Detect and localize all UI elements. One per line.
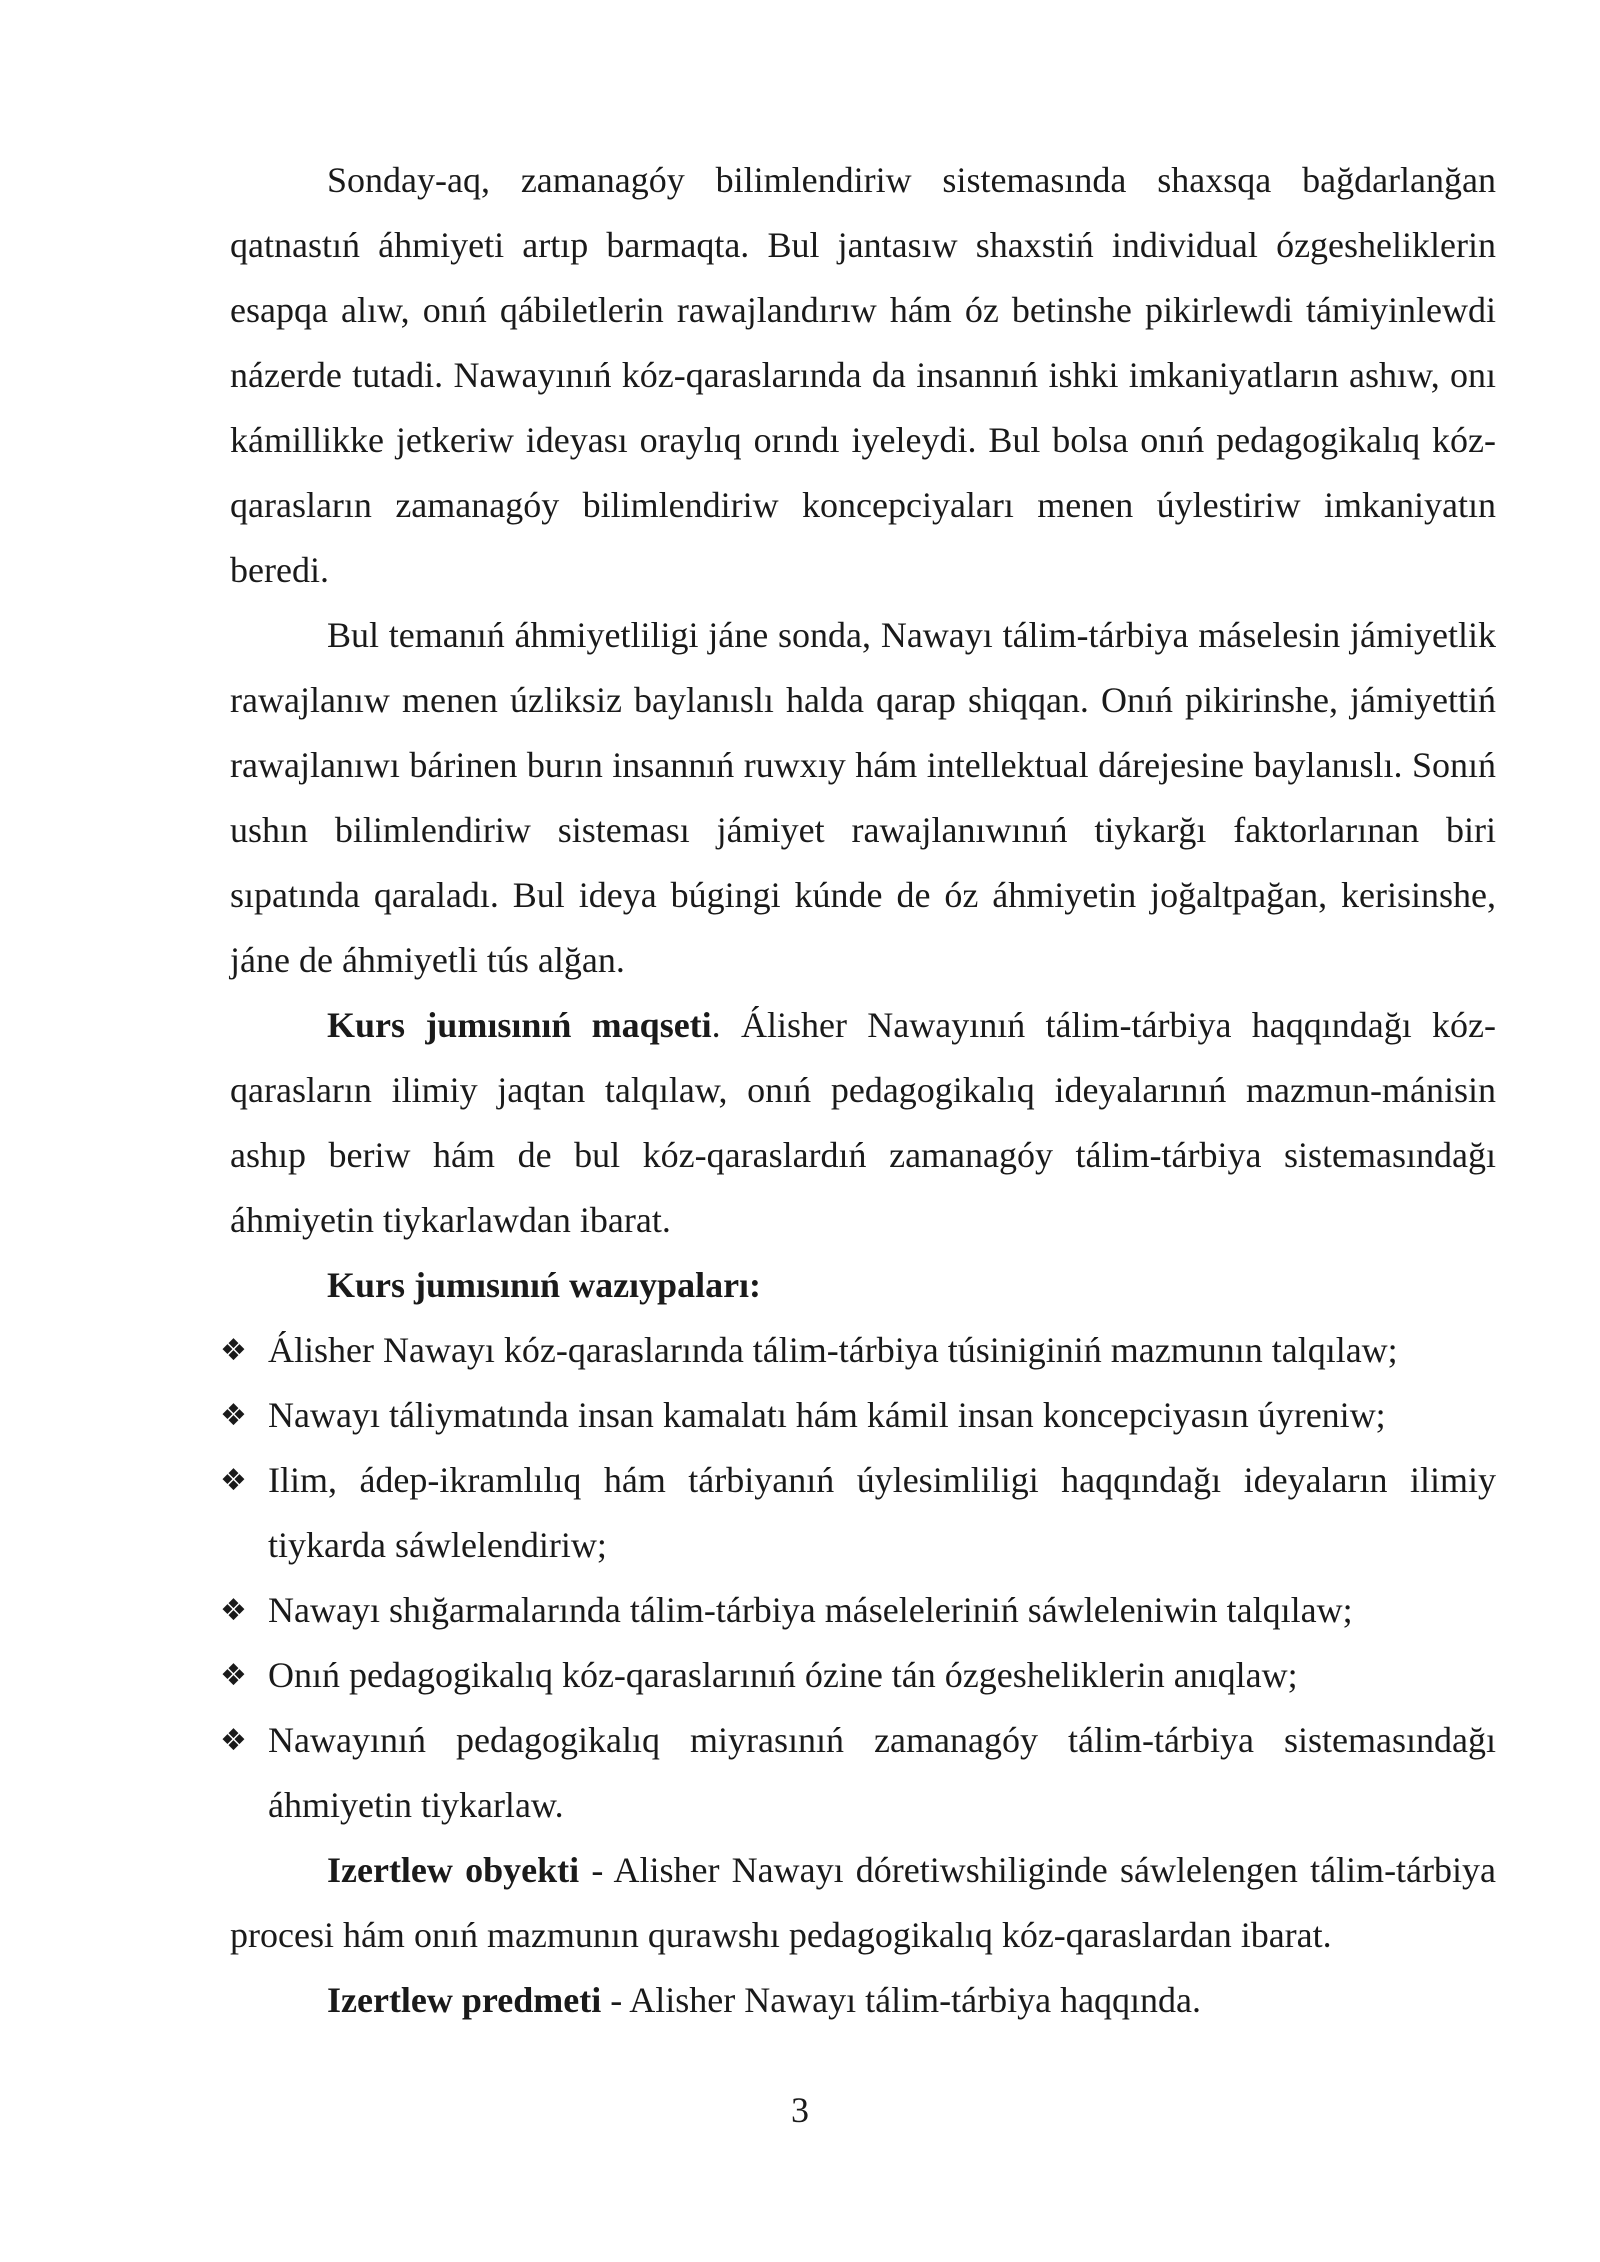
tasks-list (220, 1318, 1496, 1838)
diamond-bullet-icon: ❖ (220, 1658, 247, 1693)
list-item-text: Nawayı shığarmalarında tálim-tárbiya máseleleriniń sáwleleniwin talqılaw; (268, 1590, 1353, 1630)
page-number: 3 (791, 2090, 809, 2130)
list-item (220, 1643, 1496, 1708)
diamond-bullet-icon: ❖ (220, 1398, 247, 1433)
list-item-text: Álisher Nawayı kóz-qaraslarında tálim-tárbiya túsiniginiń mazmunın talqılaw; (268, 1330, 1398, 1370)
list-item (220, 1383, 1496, 1448)
list-item-text: Nawayınıń pedagogikalıq miyrasınıń zamanagóy tálim-tárbiya sistemasındağı áhmiyetin tiykarlaw. (268, 1720, 1496, 1825)
document-page (220, 148, 1496, 2033)
research-subject-text: - Alisher Nawayı tálim-tárbiya haqqında. (601, 1980, 1202, 2020)
research-object-label: Izertlew obyekti (327, 1850, 580, 1890)
intro-paragraph: Sonday-aq, zamanagóy bilimlendiriw sistemasında shaxsqa bağdarlanğan qatnastıń áhmiyeti artıp barmaqta. Bul jantasıw shaxstiń individual ózgesheliklerin esapqa alıw, onıń qábiletlerin rawajlandırıw hám óz betinshe pikirlewdi támiyinlewdi názerde tutadi. Nawayınıń kóz-qaraslarında da insannıń ishki imkaniyatların ashıw, onı kámillikke jetkeriw ideyası oraylıq orındı iyeleydi. Bul bolsa onıń pedagogikalıq kóz-qarasların zamanagóy bilimlendiriw koncepciyaları menen úylestiriw imkaniyatın beredi. (230, 160, 1496, 590)
list-item-text: Nawayı táliymatında insan kamalatı hám kámil insan koncepciyasın úyreniw; (268, 1395, 1386, 1435)
diamond-bullet-icon: ❖ (220, 1463, 247, 1498)
list-item (220, 1448, 1496, 1578)
list-item (220, 1578, 1496, 1643)
research-subject-label: Izertlew predmeti (327, 1980, 602, 2020)
goal-label: Kurs jumısınıń maqseti (327, 1005, 712, 1045)
research-subject-paragraph (230, 1968, 1496, 2033)
list-item-text: Onıń pedagogikalıq kóz-qaraslarınıń ózine tán ózgesheliklerin anıqlaw; (268, 1655, 1298, 1695)
diamond-bullet-icon: ❖ (220, 1723, 247, 1758)
goal-text: . Álisher Nawayınıń tálim-tárbiya haqqındağı kóz-qarasların ilimiy jaqtan talqılaw, onıń pedagogikalıq ideyalarınıń mazmun-mánisin ashıp beriw hám de bul kóz-qaraslardıń zamanagóy tálim-tárbiya sistemasındağı áhmiyetin tiykarlawdan ibarat. (230, 1005, 1496, 1240)
tasks-heading: Kurs jumısınıń wazıypaları: (327, 1265, 762, 1305)
list-item-text: Ilim, ádep-ikramlılıq hám tárbiyanıń úylesimliligi haqqındağı ideyaların ilimiy tiykarda sáwlelendiriw; (268, 1460, 1496, 1565)
diamond-bullet-icon: ❖ (220, 1593, 247, 1628)
goal-paragraph (230, 993, 1496, 1253)
list-item (220, 1318, 1496, 1383)
research-object-paragraph (230, 1838, 1496, 1968)
research-object-text: - Alisher Nawayı dóretiwshiliginde sáwlelengen tálim-tárbiya procesi hám onıń mazmunın qurawshı pedagogikalıq kóz-qaraslardan ibarat. (230, 1850, 1496, 1955)
relevance-paragraph: Bul temanıń áhmiyetliligi jáne sonda, Nawayı tálim-tárbiya máselesin jámiyetlik rawajlanıw menen úzliksiz baylanıslı halda qarap shiqqan. Onıń pikirinshe, jámiyettiń rawajlanıwı bárinen burın insannıń ruwxıy hám intellektual dárejesine baylanıslı. Sonıń ushın bilimlendiriw sisteması jámiyet rawajlanıwınıń tiykarğı faktorlarınan biri sıpatında qaraladı. Bul ideya búgingi kúnde de óz áhmiyetin joğaltpağan, kerisinshe, jáne de áhmiyetli tús alğan. (230, 615, 1496, 980)
diamond-bullet-icon: ❖ (220, 1333, 247, 1368)
list-item (220, 1708, 1496, 1838)
